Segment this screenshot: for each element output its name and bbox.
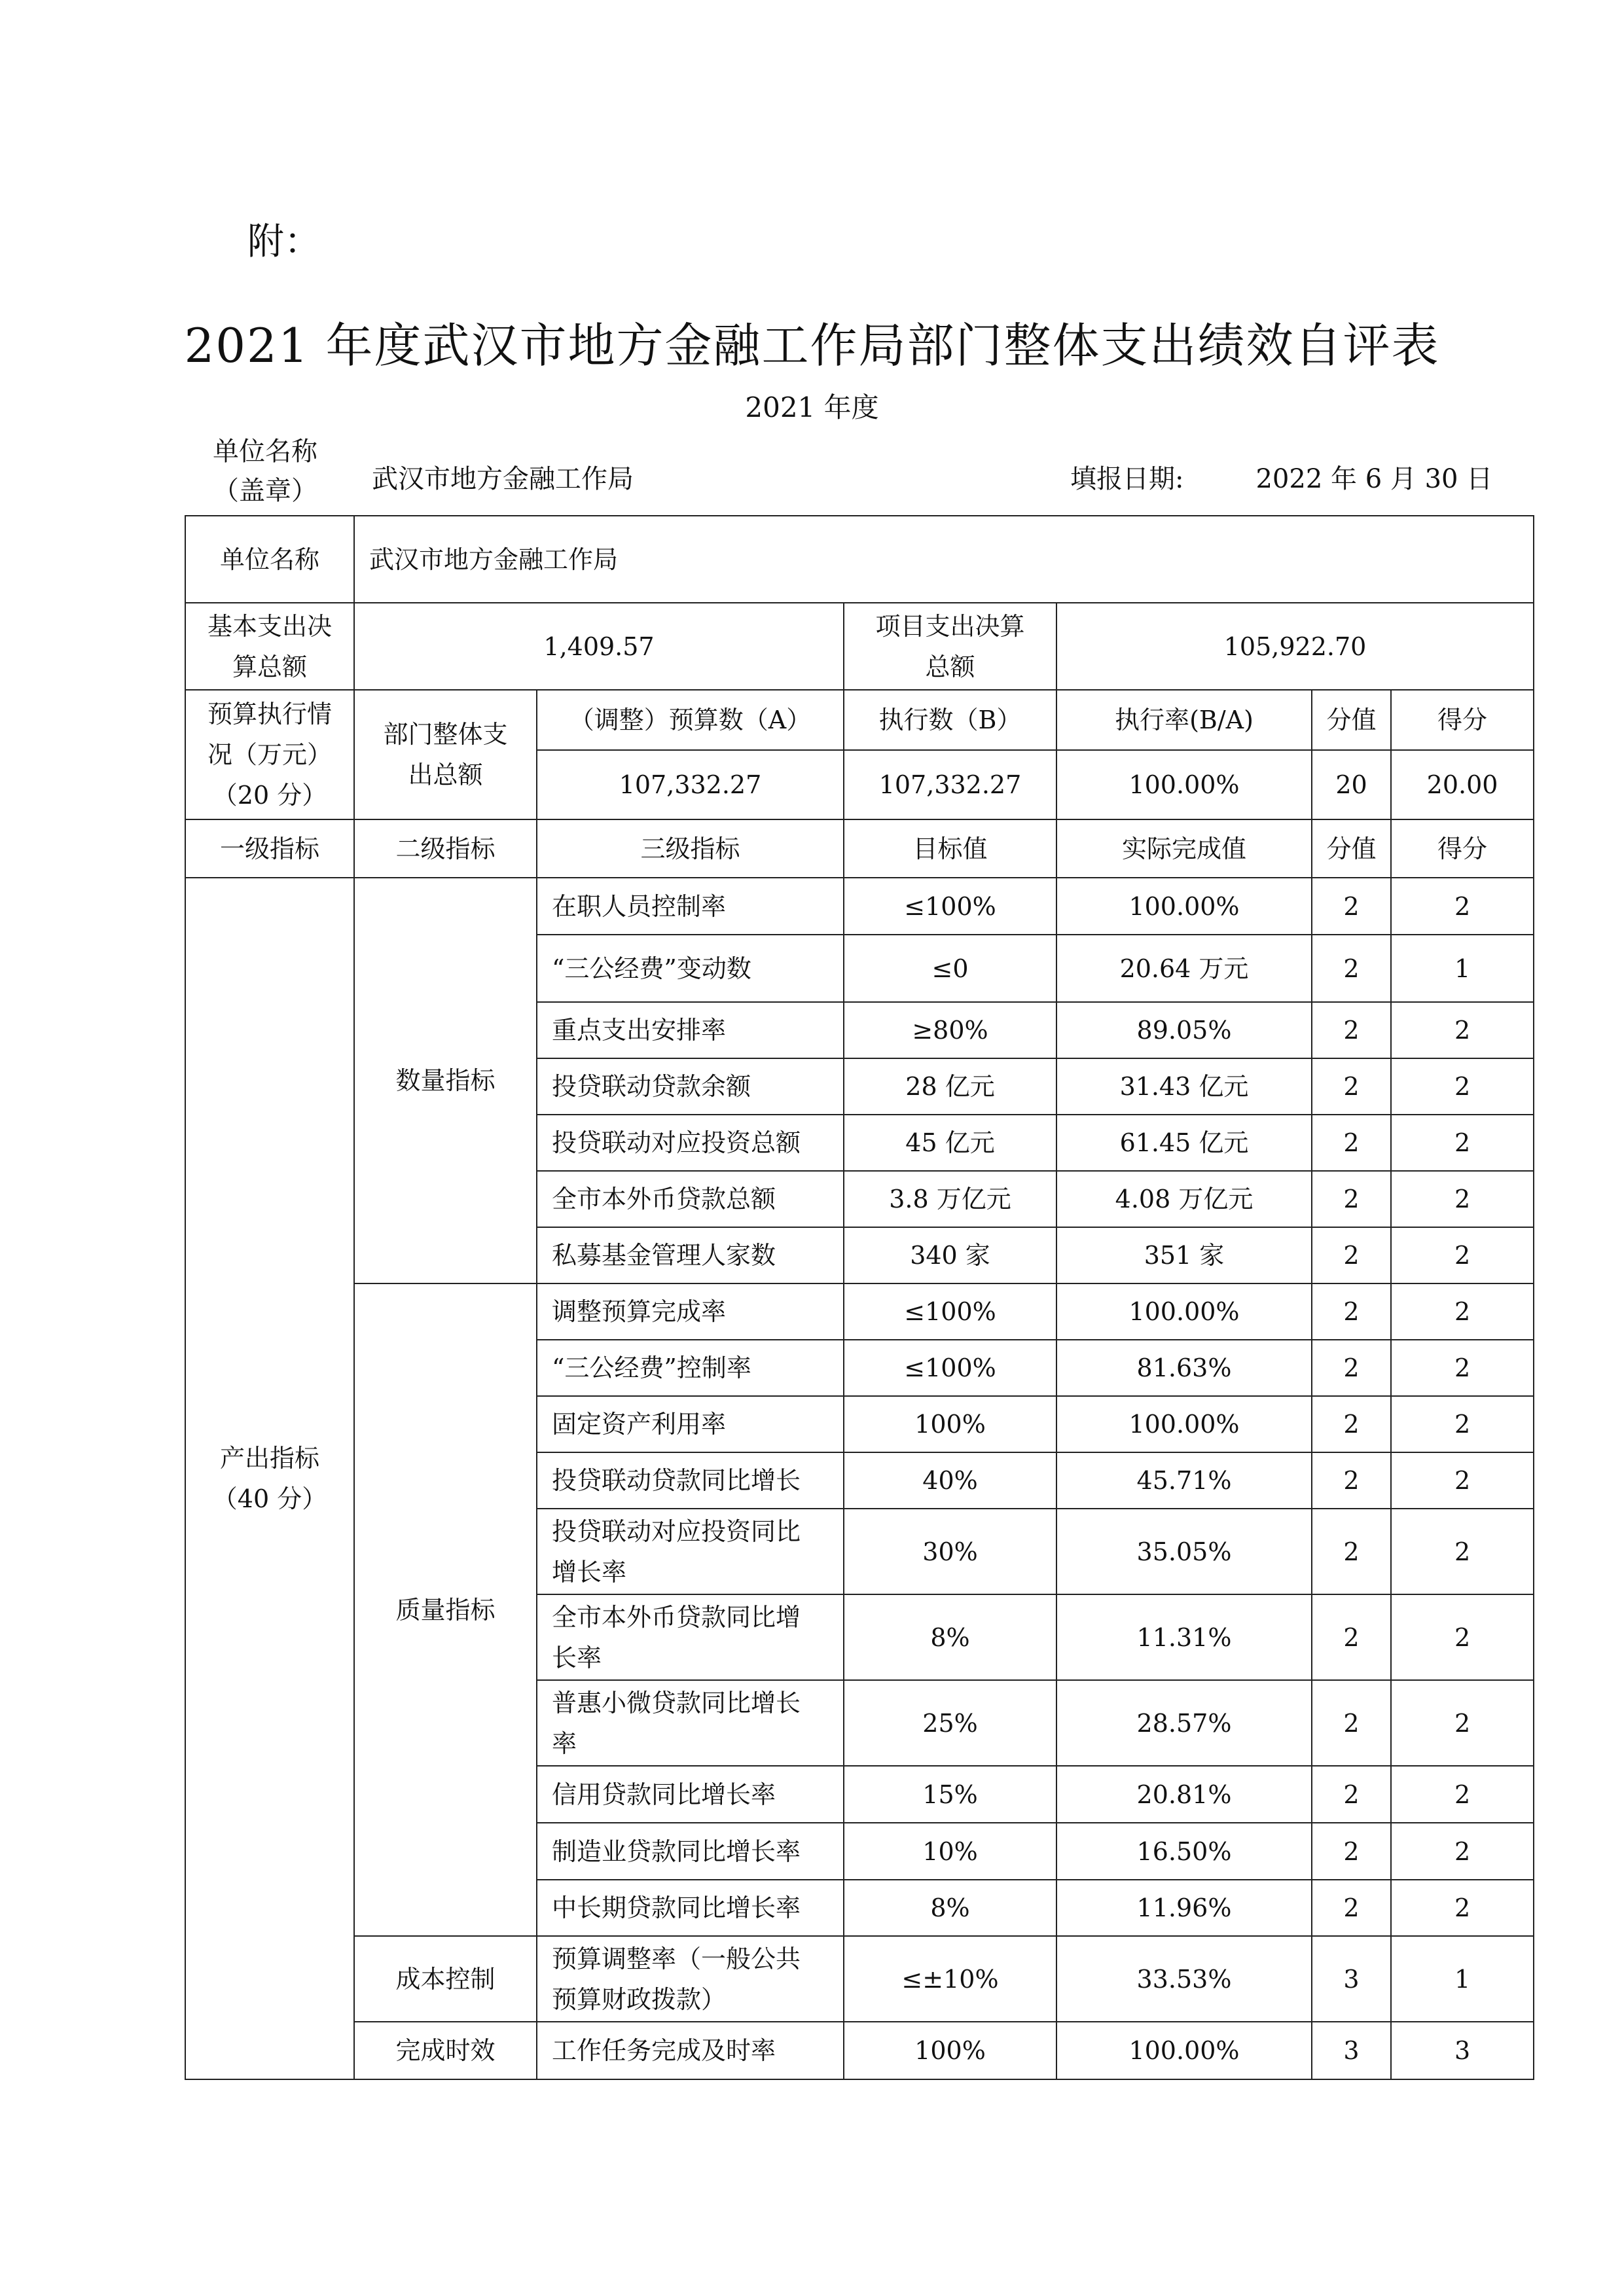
- row-name: [537, 1509, 844, 1594]
- row-actual: 100.00%: [1056, 2022, 1312, 2079]
- table-row: [185, 690, 1534, 750]
- row-name: 固定资产利用率: [537, 1396, 844, 1452]
- row-score: 2: [1312, 1823, 1391, 1880]
- group-cost-cell: 成本控制: [354, 1936, 537, 2022]
- row-target: 25%: [844, 1680, 1056, 1766]
- header-target: 目标值: [844, 819, 1056, 878]
- unit-label: [196, 432, 334, 511]
- table-row: [185, 516, 1534, 603]
- row-name: [537, 1680, 844, 1766]
- row-got: 2: [1391, 878, 1534, 935]
- row-actual: 35.05%: [1056, 1509, 1312, 1594]
- row-target: 15%: [844, 1766, 1056, 1823]
- row-got: 2: [1391, 1680, 1534, 1766]
- row-target: ≤±10%: [844, 1936, 1056, 2022]
- page-title: 2021 年度武汉市地方金融工作局部门整体支出绩效自评表: [184, 318, 1440, 373]
- budget-execution-label-line2: 况（万元）: [207, 740, 332, 769]
- basic-expense-value-cell: 1,409.57: [354, 603, 844, 690]
- score-value-cell: 20: [1312, 750, 1391, 819]
- row-score: 2: [1312, 1594, 1391, 1680]
- group-timeliness-cell: 完成时效: [354, 2022, 537, 2079]
- row-target: ≤100%: [844, 1340, 1056, 1396]
- exec-value-cell: 107,332.27: [844, 750, 1056, 819]
- row-name: 投贷联动贷款余额: [537, 1058, 844, 1115]
- rate-value-cell: 100.00%: [1056, 750, 1312, 819]
- budget-execution-label-line3: （20 分）: [212, 781, 327, 810]
- row-name: 中长期贷款同比增长率: [537, 1880, 844, 1936]
- row-actual: 28.57%: [1056, 1680, 1312, 1766]
- fill-date-label: 填报日期:: [1070, 464, 1184, 494]
- row-actual: 31.43 亿元: [1056, 1058, 1312, 1115]
- level1-output-cell: [185, 878, 354, 2079]
- budget-execution-label-line1: 预算执行情: [207, 700, 332, 728]
- row-actual: 100.00%: [1056, 878, 1312, 935]
- row-score: 2: [1312, 1680, 1391, 1766]
- basic-expense-label-line1: 基本支出决: [207, 611, 332, 641]
- page-subtitle: 2021 年度: [745, 391, 879, 423]
- unit-name-value-cell: 武汉市地方金融工作局: [354, 516, 1534, 603]
- row-name: 全市本外币贷款总额: [537, 1171, 844, 1227]
- row-actual: 20.64 万元: [1056, 935, 1312, 1002]
- row-score: 2: [1312, 878, 1391, 935]
- row-score: 2: [1312, 1283, 1391, 1340]
- row-name: “三公经费”控制率: [537, 1340, 844, 1396]
- project-expense-label-cell: [844, 603, 1056, 690]
- row-target: ≤0: [844, 935, 1056, 1002]
- row-name: “三公经费”变动数: [537, 935, 844, 1002]
- basic-expense-label-line2: 算总额: [232, 652, 307, 681]
- row-actual: 100.00%: [1056, 1396, 1312, 1452]
- row-actual: 100.00%: [1056, 1283, 1312, 1340]
- row-got: 3: [1391, 2022, 1534, 2079]
- project-expense-label-line1: 项目支出决算: [875, 611, 1025, 641]
- row-name: 投贷联动贷款同比增长: [537, 1452, 844, 1509]
- row-actual: 45.71%: [1056, 1452, 1312, 1509]
- row-got: 1: [1391, 935, 1534, 1002]
- row-got: 2: [1391, 1227, 1534, 1283]
- row-score: 3: [1312, 2022, 1391, 2079]
- row-score: 3: [1312, 1936, 1391, 2022]
- table-header-row: [185, 819, 1534, 878]
- got-value-cell: 20.00: [1391, 750, 1534, 819]
- row-actual: 20.81%: [1056, 1766, 1312, 1823]
- row-score: 2: [1312, 1396, 1391, 1452]
- row-target: 100%: [844, 1396, 1056, 1452]
- row-got: 1: [1391, 1936, 1534, 2022]
- table-row: [185, 878, 1534, 935]
- row-actual: 16.50%: [1056, 1823, 1312, 1880]
- table-row: [185, 2022, 1534, 2079]
- group-quality-cell: 质量指标: [354, 1283, 537, 1936]
- row-name-line1: 预算调整率（一般公共: [552, 1944, 801, 1973]
- unit-name: 武汉市地方金融工作局: [372, 464, 634, 494]
- row-actual: 61.45 亿元: [1056, 1115, 1312, 1171]
- unit-name-label-cell: 单位名称: [185, 516, 354, 603]
- row-got: 2: [1391, 1171, 1534, 1227]
- row-actual: 89.05%: [1056, 1002, 1312, 1058]
- row-name: [537, 1594, 844, 1680]
- row-target: 340 家: [844, 1227, 1056, 1283]
- row-got: 2: [1391, 1452, 1534, 1509]
- dept-total-label-line2: 出总额: [408, 761, 483, 789]
- row-target: ≥80%: [844, 1002, 1056, 1058]
- col-header-exec: 执行数（B）: [844, 690, 1056, 750]
- row-got: 2: [1391, 1115, 1534, 1171]
- row-score: 2: [1312, 1171, 1391, 1227]
- row-name: 调整预算完成率: [537, 1283, 844, 1340]
- header-score: 分值: [1312, 819, 1391, 878]
- row-target: 45 亿元: [844, 1115, 1056, 1171]
- row-score: 2: [1312, 1880, 1391, 1936]
- table-row: [185, 1936, 1534, 2022]
- row-name: 信用贷款同比增长率: [537, 1766, 844, 1823]
- row-target: ≤100%: [844, 1283, 1056, 1340]
- row-got: 2: [1391, 1340, 1534, 1396]
- row-score: 2: [1312, 1340, 1391, 1396]
- header-level1: 一级指标: [185, 819, 354, 878]
- row-score: 2: [1312, 1002, 1391, 1058]
- row-got: 2: [1391, 1058, 1534, 1115]
- row-score: 2: [1312, 1058, 1391, 1115]
- row-actual: 351 家: [1056, 1227, 1312, 1283]
- fill-date-value: 2022 年 6 月 30 日: [1255, 464, 1493, 494]
- row-name: 重点支出安排率: [537, 1002, 844, 1058]
- header-level2: 二级指标: [354, 819, 537, 878]
- level1-output-line2: （40 分）: [212, 1484, 327, 1513]
- row-name-line2: 预算财政拨款）: [552, 1984, 727, 2014]
- col-header-rate: 执行率(B/A): [1056, 690, 1312, 750]
- row-got: 2: [1391, 1283, 1534, 1340]
- row-score: 2: [1312, 935, 1391, 1002]
- row-actual: 81.63%: [1056, 1340, 1312, 1396]
- row-name-line1: 投贷联动对应投资同比: [552, 1516, 801, 1546]
- row-score: 2: [1312, 1452, 1391, 1509]
- row-name-line2: 率: [552, 1729, 577, 1758]
- row-name-line1: 全市本外币贷款同比增: [552, 1602, 801, 1632]
- level1-output-line1: 产出指标: [219, 1444, 319, 1473]
- row-name-line2: 长率: [552, 1643, 602, 1672]
- row-target: 100%: [844, 2022, 1056, 2079]
- row-actual: 33.53%: [1056, 1936, 1312, 2022]
- group-quantity-cell: 数量指标: [354, 878, 537, 1283]
- row-target: 8%: [844, 1880, 1056, 1936]
- row-actual: 4.08 万亿元: [1056, 1171, 1312, 1227]
- row-got: 2: [1391, 1396, 1534, 1452]
- row-name: 私募基金管理人家数: [537, 1227, 844, 1283]
- budget-value-cell: 107,332.27: [537, 750, 844, 819]
- row-name: 制造业贷款同比增长率: [537, 1823, 844, 1880]
- col-header-score: 分值: [1312, 690, 1391, 750]
- row-got: 2: [1391, 1594, 1534, 1680]
- row-name-line1: 普惠小微贷款同比增长: [552, 1688, 801, 1717]
- row-target: ≤100%: [844, 878, 1056, 935]
- row-target: 40%: [844, 1452, 1056, 1509]
- header-got: 得分: [1391, 819, 1534, 878]
- col-header-got: 得分: [1391, 690, 1534, 750]
- budget-execution-label-cell: [185, 690, 354, 819]
- row-score: 2: [1312, 1227, 1391, 1283]
- row-name: 在职人员控制率: [537, 878, 844, 935]
- header-level3: 三级指标: [537, 819, 844, 878]
- row-name: 工作任务完成及时率: [537, 2022, 844, 2079]
- basic-expense-label-cell: [185, 603, 354, 690]
- row-score: 2: [1312, 1115, 1391, 1171]
- dept-total-label-cell: [354, 690, 537, 819]
- row-score: 2: [1312, 1509, 1391, 1594]
- unit-label-line2: （盖章）: [213, 476, 317, 506]
- project-expense-label-line2: 总额: [925, 652, 975, 681]
- dept-total-label-line1: 部门整体支: [383, 720, 508, 749]
- row-target: 30%: [844, 1509, 1056, 1594]
- table-row: [185, 603, 1534, 690]
- row-score: 2: [1312, 1766, 1391, 1823]
- row-got: 2: [1391, 1823, 1534, 1880]
- fill-date: [1070, 458, 1492, 495]
- row-name: 投贷联动对应投资总额: [537, 1115, 844, 1171]
- unit-label-line1: 单位名称: [213, 437, 317, 467]
- row-got: 2: [1391, 1766, 1534, 1823]
- row-got: 2: [1391, 1509, 1534, 1594]
- col-header-budget: （调整）预算数（A）: [537, 690, 844, 750]
- evaluation-table: [185, 515, 1534, 2080]
- row-target: 28 亿元: [844, 1058, 1056, 1115]
- table-row: [185, 1283, 1534, 1340]
- attachment-label: 附：: [247, 221, 321, 263]
- header-actual: 实际完成值: [1056, 819, 1312, 878]
- row-target: 10%: [844, 1823, 1056, 1880]
- row-actual: 11.31%: [1056, 1594, 1312, 1680]
- row-target: 8%: [844, 1594, 1056, 1680]
- row-got: 2: [1391, 1880, 1534, 1936]
- row-name: [537, 1936, 844, 2022]
- row-name-line2: 增长率: [552, 1557, 627, 1587]
- project-expense-value-cell: 105,922.70: [1056, 603, 1534, 690]
- row-target: 3.8 万亿元: [844, 1171, 1056, 1227]
- row-actual: 11.96%: [1056, 1880, 1312, 1936]
- row-got: 2: [1391, 1002, 1534, 1058]
